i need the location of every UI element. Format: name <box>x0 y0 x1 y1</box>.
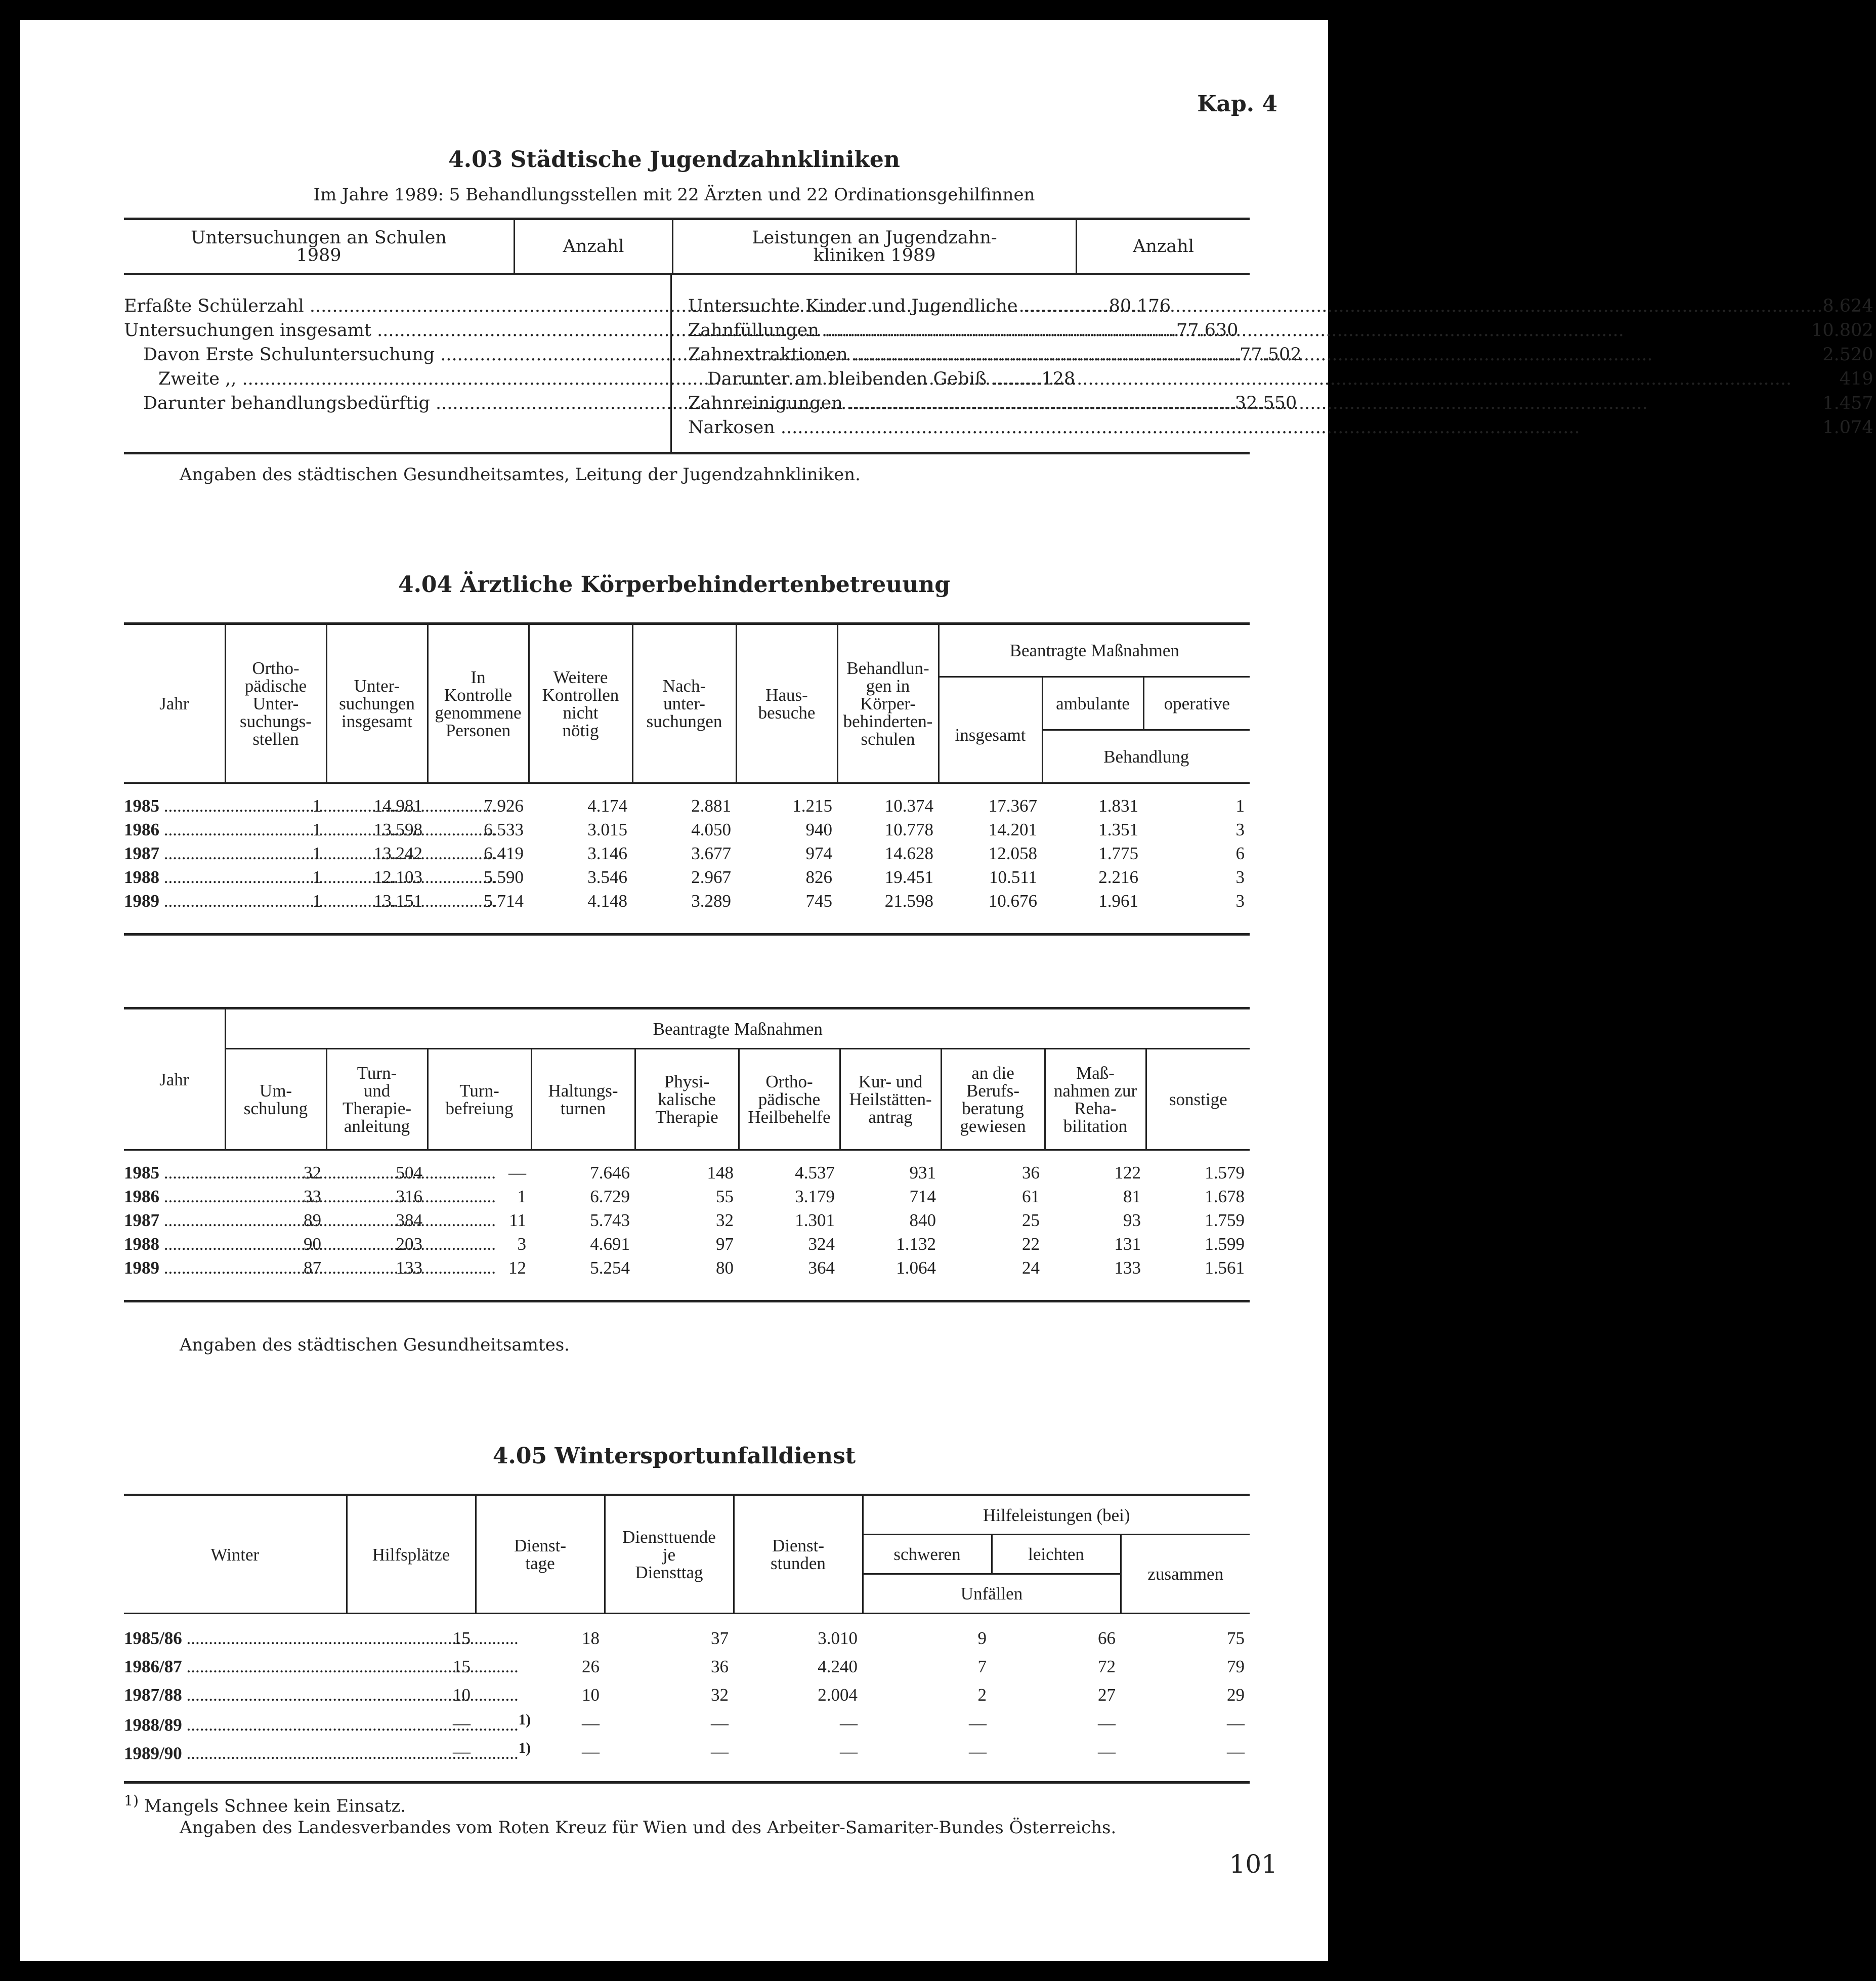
table-row: 1988/89 ..... $^{1)}$ — — — — — — — <box>124 1709 1250 1738</box>
col-winter: Winter <box>124 1495 347 1614</box>
footnote-mark: 1) <box>124 1792 139 1809</box>
document-page <box>20 20 1873 1961</box>
col-zusammen: zusammen <box>1121 1535 1250 1614</box>
col-physikalische-therapie: Physi- kalische Therapie <box>635 1049 739 1150</box>
table-row: 1989 ..... 87 133 12 5.254 80 364 1.064 24 133 1.561 <box>124 1256 1250 1280</box>
source-405: Angaben des Landesverbandes vom Roten Kreuz für Wien und des Arbeiter-Samariter-Bundes Österreichs. <box>180 1818 1117 1838</box>
header-leistungen-line2: kliniken 1989 <box>813 245 936 266</box>
col-rehabilitation: Maß- nahmen zur Reha- bilitation <box>1045 1049 1146 1150</box>
col-haltungsturnen: Haltungs- turnen <box>531 1049 635 1150</box>
table-row: Zahnfüllungen ..... 10.802 <box>688 318 1873 343</box>
header-anzahl-right: Anzahl <box>1076 220 1250 273</box>
table-row: 1985/86 ..... 15 18 37 3.010 9 66 75 <box>124 1624 1250 1653</box>
table-row: 1989 ..... 1 13.151 5.714 4.148 3.289 745 21.598 10.676 1.961 3 <box>124 889 1250 913</box>
section-title-405: 4.05 Wintersportunfalldienst <box>492 1443 856 1469</box>
col-orthopaedische-stellen: Ortho- pädische Unter- suchungs- stellen <box>225 624 326 783</box>
col-behandlung: Behandlung <box>1042 730 1250 783</box>
table-403-header <box>124 218 1250 275</box>
table-row: Untersuchte Kinder und Jugendliche ..... 8.624 <box>688 294 1873 318</box>
section-subtitle-403: Im Jahre 1989: 5 Behandlungsstellen mit 22 Ärzten und 22 Ordinationsgehilfinnen <box>313 185 1035 205</box>
header-leistungen <box>672 220 1076 273</box>
table-403-right <box>670 275 1876 452</box>
table-row: 1985 ..... 32 504 — 7.646 148 4.537 931 36 122 1.579 <box>124 1161 1250 1185</box>
table-row: 1986/87 ..... 15 26 36 4.240 7 72 79 <box>124 1653 1250 1681</box>
col-leichten: leichten <box>992 1535 1121 1574</box>
col-jahr: Jahr <box>124 1008 225 1150</box>
col-untersuchungen: Unter- suchungen insgesamt <box>326 624 428 783</box>
group-hilfeleistungen: Hilfeleistungen (bei) <box>863 1495 1250 1535</box>
footnote-405: $^{1)}$ Mangels Schnee kein Einsatz. <box>124 1792 406 1817</box>
table-row: Darunter am bleibenden Gebiß ..... 419 <box>688 367 1873 391</box>
table-404-b <box>124 1007 1250 1302</box>
col-umschulung: Um- schulung <box>225 1049 326 1150</box>
header-leistungen-line1: Leistungen an Jugendzahn- <box>752 227 997 248</box>
table-row: 1989/90 ..... $^{1)}$ — — — — — — — <box>124 1738 1250 1766</box>
col-insgesamt: insgesamt <box>939 677 1042 783</box>
col-diensttuende: Diensttuende je Diensttag <box>605 1495 734 1614</box>
col-diensttage: Dienst- tage <box>476 1495 605 1614</box>
col-dienststunden: Dienst- stunden <box>734 1495 863 1614</box>
table-row: Erfaßte Schülerzahl ..... 80.176 <box>124 294 644 318</box>
table-row: 1987 ..... 1 13.242 6.419 3.146 3.677 974 14.628 12.058 1.775 6 <box>124 841 1250 865</box>
col-turnbefreiung: Turn- befreiung <box>428 1049 531 1150</box>
table-row: Davon Erste Schuluntersuchung ..... 77.502 <box>124 343 644 367</box>
group-beantragte-massnahmen: Beantragte Maßnahmen <box>225 1008 1250 1049</box>
header-untersuchungen-line2: 1989 <box>296 245 342 266</box>
table-row: Narkosen ..... 1.074 <box>688 415 1873 440</box>
table-row: 1988 ..... 90 203 3 4.691 97 324 1.132 22 131 1.599 <box>124 1232 1250 1256</box>
table-row: Zahnextraktionen ..... 2.520 <box>688 343 1873 367</box>
chapter-label: Kap. 4 <box>1197 91 1277 117</box>
table-405 <box>124 1494 1250 1784</box>
table-row: Zahnreinigungen ..... 1.457 <box>688 391 1873 415</box>
source-404: Angaben des städtischen Gesundheitsamtes. <box>180 1335 570 1355</box>
table-row: 1985 ..... 1 14.981 7.926 4.174 2.881 1.215 10.374 17.367 1.831 1 <box>124 794 1250 818</box>
col-turnanleitung: Turn- und Therapie- anleitung <box>326 1049 428 1150</box>
col-unfaellen: Unfällen <box>863 1574 1121 1614</box>
col-heilbehelfe: Ortho- pädische Heilbehelfe <box>739 1049 840 1150</box>
table-row: 1986 ..... 1 13.598 6.533 3.015 4.050 940 10.778 14.201 1.351 3 <box>124 818 1250 841</box>
table-row: 1987 ..... 89 384 11 5.743 32 1.301 840 25 93 1.759 <box>124 1208 1250 1232</box>
table-row: Untersuchungen insgesamt ..... 77.630 <box>124 318 644 343</box>
table-403 <box>124 218 1873 454</box>
col-hausbesuche: Haus- besuche <box>736 624 837 783</box>
table-row: 1988 ..... 1 12.103 5.590 3.546 2.967 826 19.451 10.511 2.216 3 <box>124 865 1250 889</box>
table-row: 1987/88 ..... 10 10 32 2.004 2 27 29 <box>124 1681 1250 1709</box>
source-403: Angaben des städtischen Gesundheitsamtes, Leitung der Jugendzahnkliniken. <box>180 465 861 485</box>
col-weitere-kontrollen: Weitere Kontrollen nicht nötig <box>529 624 632 783</box>
col-ambulante: ambulante <box>1042 677 1143 730</box>
col-jahr: Jahr <box>124 624 225 783</box>
col-sonstige: sonstige <box>1146 1049 1250 1150</box>
group-beantragte-massnahmen: Beantragte Maßnahmen <box>939 624 1250 677</box>
section-title-403: 4.03 Städtische Jugendzahnkliniken <box>448 147 900 173</box>
col-schweren: schweren <box>863 1535 992 1574</box>
header-untersuchungen-line1: Untersuchungen an Schulen <box>191 227 447 248</box>
table-403-body <box>124 275 1873 454</box>
table-row: Darunter behandlungsbedürftig ..... 32.550 <box>124 391 644 415</box>
col-kurantrag: Kur- und Heilstätten- antrag <box>840 1049 941 1150</box>
col-operative: operative <box>1143 677 1250 730</box>
section-title-404: 4.04 Ärztliche Körperbehindertenbetreuung <box>398 572 951 598</box>
header-anzahl-left: Anzahl <box>514 220 672 273</box>
col-berufsberatung: an die Berufs- beratung gewiesen <box>941 1049 1045 1150</box>
col-behandlungen-schulen: Behandlun- gen in Körper- behinderten- schulen <box>837 624 939 783</box>
table-row: Zweite ,, ..... 128 <box>124 367 644 391</box>
table-row: 1986 ..... 33 316 1 6.729 55 3.179 714 61 81 1.678 <box>124 1185 1250 1208</box>
col-in-kontrolle: In Kontrolle genommene Personen <box>428 624 529 783</box>
table-404-a <box>124 622 1250 936</box>
col-hilfsplaetze: Hilfsplätze <box>347 1495 476 1614</box>
page-number: 101 <box>1229 1849 1277 1879</box>
col-nachuntersuchungen: Nach- unter- suchungen <box>632 624 736 783</box>
header-untersuchungen <box>124 220 514 273</box>
